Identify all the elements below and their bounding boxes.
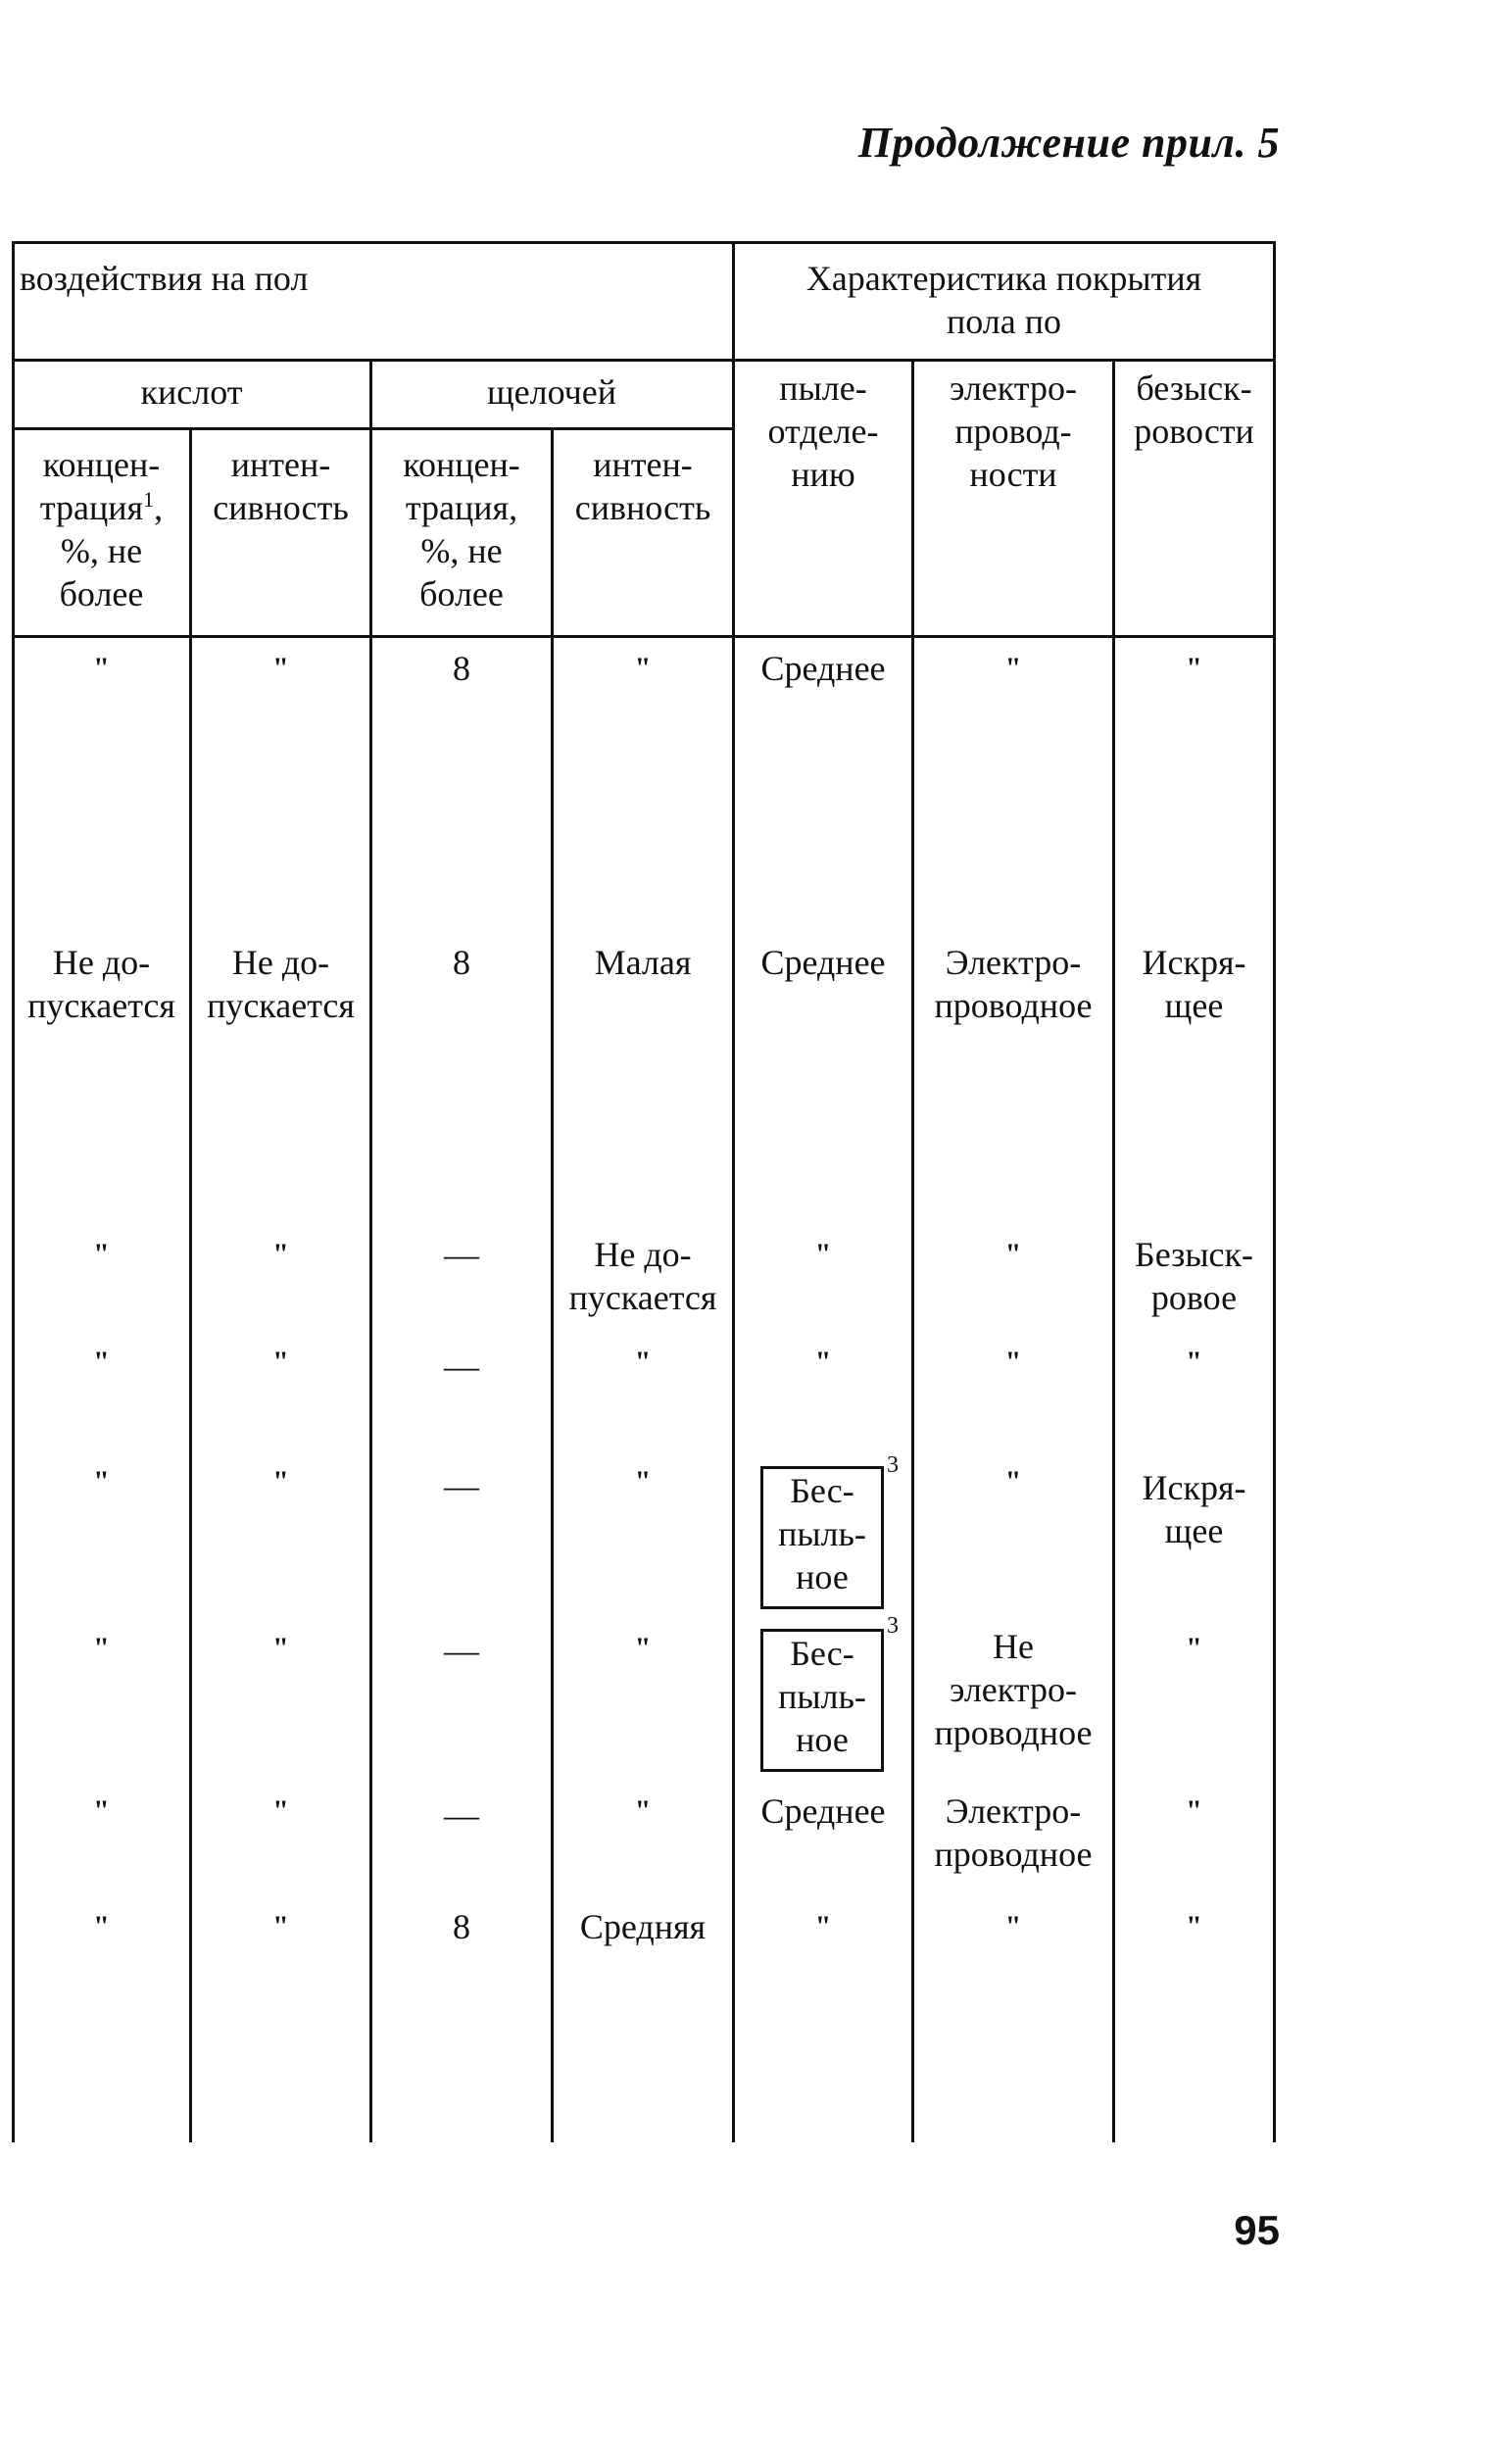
row-5-acid-concentration: " xyxy=(93,1465,110,1497)
row-6-dust-boxed: Бес- пыль- ное xyxy=(760,1629,884,1772)
row-2-dust: Среднее xyxy=(760,943,886,982)
header-dust: пыле- отделе- нию xyxy=(767,368,879,494)
row-7-alkali-intensity: " xyxy=(634,1794,652,1827)
table-right-rule xyxy=(1273,241,1276,2142)
row-7-alkali-concentration: — xyxy=(444,1795,479,1835)
row-8-dust: " xyxy=(814,1910,832,1942)
acid-concentration-tail: , %, не более xyxy=(59,488,164,614)
row-2-acid-intensity: Не до- пускается xyxy=(207,943,355,1025)
row-8-electro: " xyxy=(1004,1910,1022,1942)
row-2-electro: Электро- проводное xyxy=(934,943,1093,1025)
footnote-1-marker: 1 xyxy=(143,487,155,512)
row-3-acid-intensity: " xyxy=(272,1238,289,1270)
row-8-spark: " xyxy=(1186,1910,1202,1942)
row-8-alkali-intensity: Средняя xyxy=(579,1907,707,1946)
row-1-dust: Среднее xyxy=(760,649,886,688)
row-3-alkali-concentration: — xyxy=(444,1235,479,1274)
row-5-alkali-concentration: — xyxy=(444,1466,479,1505)
header-alkali-concentration: концен- трация, %, не более xyxy=(403,445,520,614)
row-2-alkali-intensity: Малая xyxy=(594,943,692,982)
row-6-spark: " xyxy=(1186,1632,1202,1664)
page-number: 95 xyxy=(1234,2207,1280,2253)
row-1-acid-concentration: " xyxy=(93,652,110,684)
footnote-3-marker: 3 xyxy=(887,1452,899,1478)
table-top-rule xyxy=(12,241,1276,244)
row-2-acid-concentration: Не до- пускается xyxy=(27,943,175,1025)
row-4-dust: " xyxy=(814,1346,832,1378)
row-2-alkali-concentration: 8 xyxy=(453,943,470,982)
footnote-3-marker: 3 xyxy=(887,1613,899,1639)
row-1-acid-intensity: " xyxy=(272,652,289,684)
row-6-alkali-concentration: — xyxy=(444,1631,479,1670)
header-rule-1 xyxy=(12,359,1276,362)
row-8-acid-intensity: " xyxy=(272,1910,289,1942)
header-bottom-rule xyxy=(12,635,1276,638)
header-acids: кислот xyxy=(140,372,243,412)
row-3-dust: " xyxy=(814,1238,832,1270)
row-5-alkali-intensity: " xyxy=(634,1465,652,1497)
row-1-electro: " xyxy=(1004,652,1022,684)
row-5-spark: Искря- щее xyxy=(1142,1468,1246,1550)
row-3-electro: " xyxy=(1004,1238,1022,1270)
row-1-alkali-concentration: 8 xyxy=(453,649,470,688)
row-4-acid-intensity: " xyxy=(272,1346,289,1378)
row-4-acid-concentration: " xyxy=(93,1346,110,1378)
header-acid-concentration xyxy=(14,443,189,615)
row-3-alkali-intensity: Не до- пускается xyxy=(568,1235,717,1317)
header-group-left: воздействия на пол xyxy=(20,259,309,298)
header-alkalis: щелочей xyxy=(486,372,617,412)
header-electro: электро- провод- ности xyxy=(950,368,1077,494)
header-rule-2 xyxy=(12,427,735,430)
row-8-alkali-concentration: 8 xyxy=(453,1907,470,1946)
header-spark: безыск- ровости xyxy=(1134,368,1254,451)
row-6-acid-concentration: " xyxy=(93,1632,110,1664)
row-6-acid-intensity: " xyxy=(272,1632,289,1664)
row-2-spark: Искря- щее xyxy=(1142,943,1246,1025)
running-head: Продолжение прил. 5 xyxy=(857,119,1280,167)
row-7-electro: Электро- проводное xyxy=(934,1791,1093,1874)
row-7-dust: Среднее xyxy=(760,1791,886,1831)
header-group-right: Характеристика покрытия пола по xyxy=(805,259,1202,341)
row-4-electro: " xyxy=(1004,1346,1022,1378)
row-4-spark: " xyxy=(1186,1346,1202,1378)
row-7-acid-intensity: " xyxy=(272,1794,289,1827)
row-6-alkali-intensity: " xyxy=(634,1632,652,1664)
row-5-acid-intensity: " xyxy=(272,1465,289,1497)
acid-concentration-label: концен- трация xyxy=(39,445,161,527)
row-5-dust-boxed: Бес- пыль- ное xyxy=(760,1466,884,1609)
row-3-spark: Безыск- ровое xyxy=(1135,1235,1253,1317)
row-6-electro: Не электро- проводное xyxy=(934,1627,1093,1752)
header-alkali-intensity: интен- сивность xyxy=(574,445,711,527)
row-4-alkali-intensity: " xyxy=(634,1346,652,1378)
header-acid-intensity: интен- сивность xyxy=(213,445,349,527)
col-rule-4 xyxy=(732,241,735,2142)
row-4-alkali-concentration: — xyxy=(444,1347,479,1386)
row-8-acid-concentration: " xyxy=(93,1910,110,1942)
row-1-alkali-intensity: " xyxy=(634,652,652,684)
row-7-acid-concentration: " xyxy=(93,1794,110,1827)
row-7-spark: " xyxy=(1186,1794,1202,1827)
row-1-spark: " xyxy=(1186,652,1202,684)
row-3-acid-concentration: " xyxy=(93,1238,110,1270)
row-5-electro: " xyxy=(1004,1465,1022,1497)
